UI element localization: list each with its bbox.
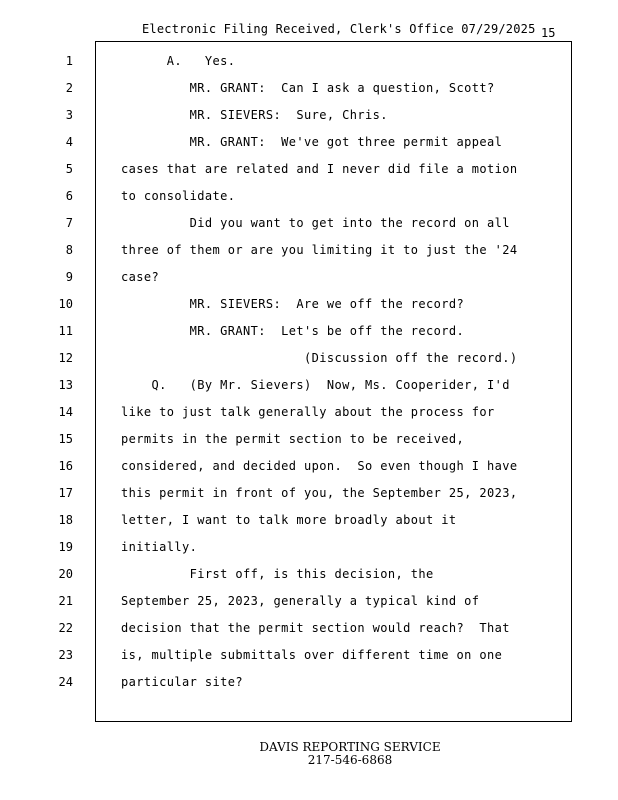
filing-stamp: Electronic Filing Received, Clerk's Office 07/29/2025 xyxy=(142,22,536,36)
transcript-line: case? xyxy=(121,270,160,284)
transcript-line: permits in the permit section to be received, xyxy=(121,432,465,446)
page-header xyxy=(0,22,618,38)
transcript-line: (Discussion off the record.) xyxy=(121,351,518,365)
line-number: 24 xyxy=(58,675,73,689)
transcript-line: MR. SIEVERS: Sure, Chris. xyxy=(121,108,388,122)
line-number: 7 xyxy=(65,216,73,230)
transcript-line: MR. GRANT: Can I ask a question, Scott? xyxy=(121,81,495,95)
line-number: 10 xyxy=(58,297,73,311)
line-number: 8 xyxy=(65,243,73,257)
transcript-line: MR. GRANT: We've got three permit appeal xyxy=(121,135,503,149)
transcript-line: MR. SIEVERS: Are we off the record? xyxy=(121,297,465,311)
transcript-line: particular site? xyxy=(121,675,243,689)
transcript-line: is, multiple submittals over different time on one xyxy=(121,648,503,662)
line-number: 21 xyxy=(58,594,73,608)
transcript-line: decision that the permit section would reach? That xyxy=(121,621,510,635)
line-number: 3 xyxy=(65,108,73,122)
line-number: 17 xyxy=(58,486,73,500)
line-number: 6 xyxy=(65,189,73,203)
transcript-line: to consolidate. xyxy=(121,189,236,203)
line-number: 11 xyxy=(58,324,73,338)
reporting-phone: 217-546-6868 xyxy=(307,753,393,767)
line-number: 20 xyxy=(58,567,73,581)
line-number: 12 xyxy=(58,351,73,365)
line-number: 13 xyxy=(58,378,73,392)
line-number: 4 xyxy=(65,135,73,149)
page-number: 15 xyxy=(541,26,556,40)
transcript-line: First off, is this decision, the xyxy=(121,567,434,581)
transcript-line: like to just talk generally about the process for xyxy=(121,405,495,419)
reporting-company: DAVIS REPORTING SERVICE xyxy=(259,740,441,754)
line-number: 22 xyxy=(58,621,73,635)
line-number: 15 xyxy=(58,432,73,446)
line-number: 2 xyxy=(65,81,73,95)
transcript-line: three of them or are you limiting it to just the '24 xyxy=(121,243,518,257)
line-number: 18 xyxy=(58,513,73,527)
line-number: 9 xyxy=(65,270,73,284)
transcript-line: September 25, 2023, generally a typical kind of xyxy=(121,594,480,608)
page-footer xyxy=(0,741,618,767)
transcript-line: letter, I want to talk more broadly about it xyxy=(121,513,457,527)
line-number: 23 xyxy=(58,648,73,662)
line-number: 1 xyxy=(65,54,73,68)
transcript-line: initially. xyxy=(121,540,198,554)
transcript-line: A. Yes. xyxy=(121,54,236,68)
transcript-line: this permit in front of you, the September 25, 2023, xyxy=(121,486,518,500)
transcript-line: cases that are related and I never did file a motion xyxy=(121,162,518,176)
transcript-line: Q. (By Mr. Sievers) Now, Ms. Cooperider, I'd xyxy=(121,378,510,392)
transcript-line: MR. GRANT: Let's be off the record. xyxy=(121,324,465,338)
transcript-line: Did you want to get into the record on all xyxy=(121,216,510,230)
line-number: 16 xyxy=(58,459,73,473)
line-number: 14 xyxy=(58,405,73,419)
transcript-line: considered, and decided upon. So even though I have xyxy=(121,459,518,473)
line-number: 19 xyxy=(58,540,73,554)
line-number: 5 xyxy=(65,162,73,176)
